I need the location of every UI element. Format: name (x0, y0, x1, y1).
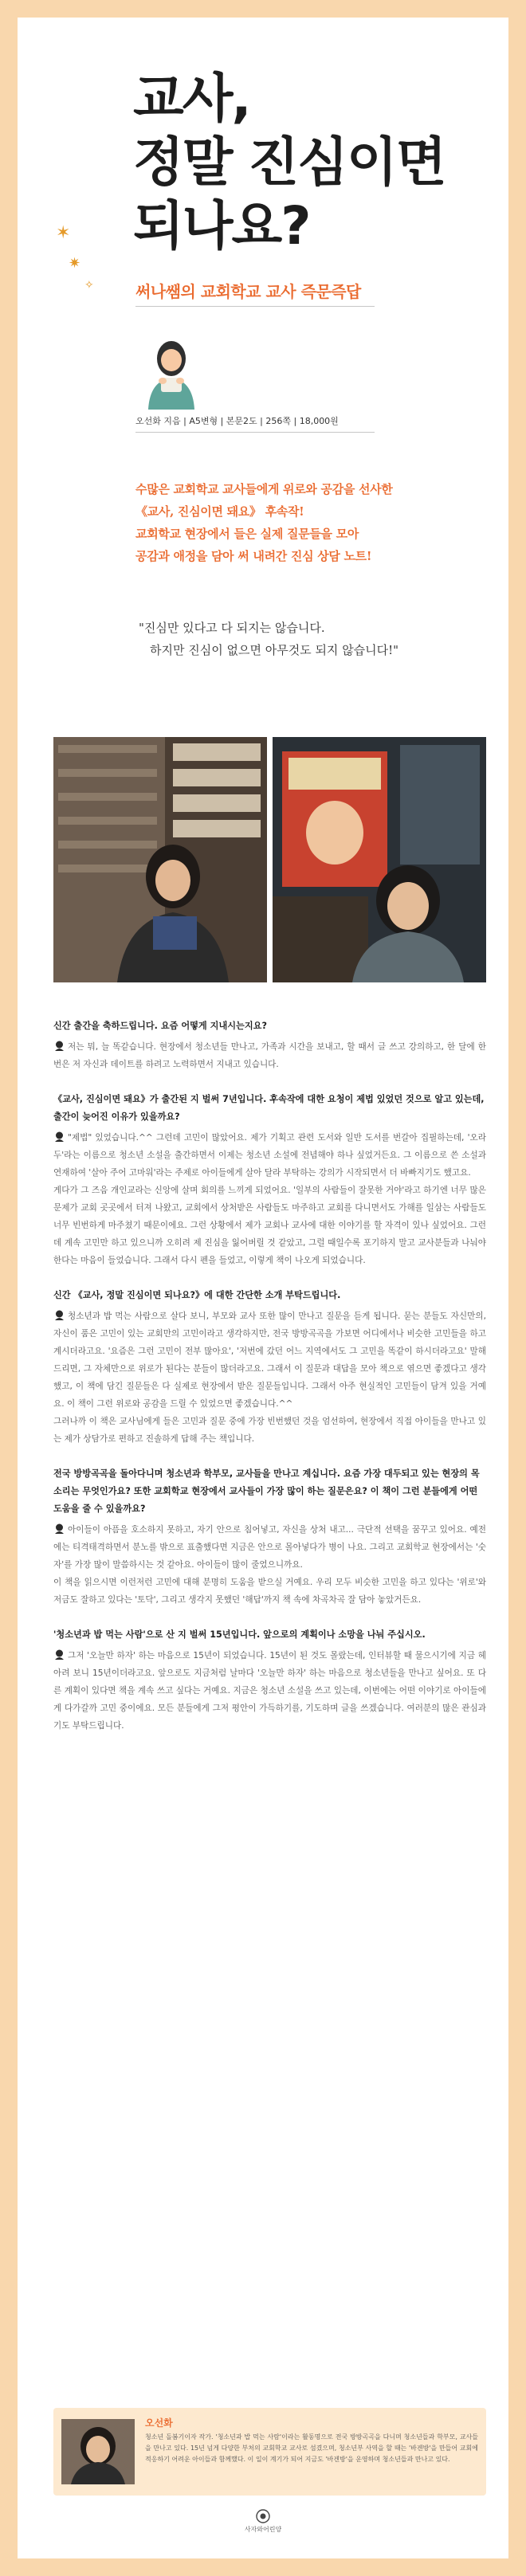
speaker-icon (53, 1310, 65, 1320)
intro-line: 교회학교 현장에서 들은 실제 질문들을 모아 (135, 527, 359, 541)
quote-line: 하지만 진심이 없으면 아무것도 되지 않습니다!" (150, 643, 399, 657)
speaker-icon (53, 1649, 65, 1660)
lion-lamb-icon (255, 2509, 271, 2523)
author-profile (53, 2408, 486, 2496)
book-subtitle: 써나쌤의 교회학교 교사 즉문즉답 (135, 282, 361, 301)
answer (53, 1038, 486, 1073)
qa-item (53, 1626, 486, 1735)
answer-paragraph (53, 1647, 486, 1735)
answer-paragraph (53, 1521, 486, 1574)
book-title: 교사, 정말 진심이면 되나요? (133, 68, 446, 257)
publisher-name: 사자와어린양 (244, 2526, 282, 2533)
question: '청소년과 밥 먹는 사람'으로 산 지 벌써 15년입니다. 앞으로의 계획이나 소망을 나눠 주십시오. (53, 1629, 426, 1640)
divider (135, 306, 375, 307)
qa-item (53, 1287, 486, 1448)
paper (18, 18, 508, 2558)
divider (135, 432, 375, 433)
sparkle-icon: ✷ (69, 255, 81, 272)
author-name: 오선화 (145, 2417, 173, 2429)
answer-text: 그저 '오늘만 하자' 하는 마음으로 15년이 되었습니다. 15년이 된 것도 몰랐는데, 인터뷰할 때 물으시기에 지금 헤아려 보니 15년이더라고요. 앞으로도 지금처럼 날마다 '오늘만 하자' 하는 마음으로 청소년들을 만나고 싶어요. 또 다른 계획이 있다면 책을 계속 쓰고 싶다는 거예요. 지금은 청소년 소설을 쓰고 있는데, 이번에는 어떤 이야기로 아이들에게 다가갈까 고민 중이에요. 모든 분들에게 그저 평안이 가득하기를, 기도하며 글을 쓰겠습니다. 여러분의 많은 관심과 기도 부탁드립니다. (53, 1651, 486, 1731)
book-meta: 오선화 지음 | A5변형 | 본문2도 | 256쪽 | 18,000원 (135, 416, 339, 426)
answer (53, 1647, 486, 1735)
answer-paragraph: 그러나까 이 책은 교사님에게 들은 고민과 질문 중에 가장 빈번했던 것을 엄선하여, 현장에서 직접 아이들을 만나고 있는 제가 상담가로 편하고 진솔하게 답해 주는 책입니다. (53, 1417, 486, 1444)
question: 신간 출간을 축하드립니다. 요즘 어떻게 지내시는지요? (53, 1021, 267, 1031)
answer-text: 아이들이 아픔을 호소하지 못하고, 자기 안으로 침어넣고, 자신을 상처 내고... 극단적 선택을 꿈꾸고 있어요. 예전에는 티격태격하면서 분노를 밖으로 표출했다면 지금은 안으로 몰아넣다가 병이 나요. 그리고 교회학교 현장에서는 '숫자'를 가장 많이 말씀하시는 것 같아요. 아이들이 많이 줄었으니까요. (53, 1525, 486, 1570)
intro-line: 수많은 교회학교 교사들에게 위로와 공감을 선사한 (135, 482, 393, 496)
publisher-logo (233, 2509, 293, 2534)
quote-line: "진심만 있다고 다 되지는 않습니다. (139, 621, 325, 635)
hero-section (18, 18, 508, 464)
answer-paragraph (53, 1308, 486, 1413)
answer (53, 1308, 486, 1448)
answer-paragraph (53, 1038, 486, 1073)
intro-line: 《교사, 진심이면 돼요》 후속작! (135, 504, 304, 519)
sparkle-icon: ✧ (84, 279, 94, 292)
author-portrait (61, 2419, 135, 2484)
interview-section (53, 1017, 486, 1752)
answer-text: 저는 뭐, 늘 똑같습니다. 현장에서 청소년들 만나고, 가족과 시간을 보내고, 할 때서 글 쓰고 강의하고, 한 달에 한 번은 저 자신과 데이트를 하려고 노력하면서 지내고 있습니다. (53, 1042, 486, 1069)
speaker-icon (53, 1523, 65, 1534)
answer (53, 1521, 486, 1609)
answer-paragraph: 게다가 그 즈음 개인교라는 신앙에 살며 회의를 느끼게 되었어요. '일부의 사람들이 잘못한 거야'라고 하기엔 너무 많은 문제가 교회 곳곳에서 터져 나왔고, 교회에서 상처받은 사람들도 마주하고 교회를 다니면서도 가해를 일삼는 사람들도 너무 빈번하게 마주쳤기 때문이에요. 그런 상황에서 제가 교회나 교사에 대한 이야기를 할 자격이 있나 싶었어요. 그런데 계속 고민만 하고 있으니까 오히려 제 진심을 잃어버릴 것 같았고, 그럴 때일수록 포기하지 말고 교사분들과 나눠야 한다는 마음이 들었습니다. 그래서 다시 펜을 들었고, 이렇게 책이 나오게 되었습니다. (53, 1186, 486, 1265)
answer-paragraph (53, 1129, 486, 1182)
qa-item (53, 1091, 486, 1269)
question: 신간 《교사, 정말 진심이면 되나요?》에 대한 간단한 소개 부탁드립니다. (53, 1290, 341, 1300)
speaker-icon (53, 1041, 65, 1051)
question: 전국 방방곡곡을 돌아다니며 청소년과 학부모, 교사들을 만나고 계십니다. 요즘 가장 대두되고 있는 현장의 목소리는 무엇인가요? 또한 교회학교 현장에서 교사들이 가장 많이 하는 질문은요? 이 책이 그런 분들에게 어떤 도움을 줄 수 있을까요? (53, 1468, 480, 1514)
pull-quote (139, 617, 481, 661)
intro-section (135, 478, 486, 567)
answer-text: "제법" 있었습니다.^^ 그런데 고민이 많았어요. 제가 기획고 관련 도서와 일반 도서를 번갈아 집필하는데, '오라두'라는 이름으로 청소년 소설을 출간하면서 이제는 청소년 소설에 전념해야 하나 싶었거든요. 그 이름으로 쓴 소설과 연재하여 '살아 주어 고마워'라는 주제로 아이들에게 살아 달라 부탁하는 강의가 시작되면서 더 바빠지기도 했고요. (53, 1133, 486, 1178)
author-photo-poster (273, 737, 486, 982)
speaker-icon (53, 1131, 65, 1142)
sparkle-icon: ✶ (56, 223, 71, 243)
question: 《교사, 진심이면 돼요》가 출간된 지 벌써 7년입니다. 후속작에 대한 요청이 제법 있었던 것으로 알고 있는데, 출간이 늦어진 이유가 있을까요? (53, 1094, 485, 1122)
author-photo-bookstore (53, 737, 267, 982)
intro-line: 공감과 애정을 담아 써 내려간 진심 상담 노트! (135, 549, 372, 563)
answer (53, 1129, 486, 1269)
answer-paragraph: 이 책을 읽으시면 이런저런 고민에 대해 분명히 도움을 받으실 거예요. 우리 모두 비슷한 고민을 하고 있다는 '위로'와 저금도 잘하고 있다는 '토닥', 그리고 생각지 못했던 '해답'까지 책 속에 차곡차곡 잘 담아 놓았거든요. (53, 1578, 486, 1605)
author-bio: 청소년 돌봄기이자 작가. '청소년과 밥 먹는 사람'이라는 활동명으로 전국 방방곡곡을 다니며 청소년들과 학부모, 교사들을 만나고 있다. 15년 넘게 다양한 부처의 교회학교 교사로 섬겼으며, 청소년부 사역을 할 때는 '바겐방'을 만들어 교회에 적응하기 어려운 아이들과 함께했다. 이 일이 계기가 되어 지금도 '바겐방'을 운영하며 청소년들과 만나고 있다. (145, 2433, 478, 2463)
answer-text: 청소년과 밥 먹는 사람으로 살다 보니, 부모와 교사 또한 많이 만나고 질문을 듣게 됩니다. 묻는 분들도 자신만의, 자신이 품은 고민이 있는 교회만의 고민이라고 생각하지만, 전국 방방곡곡을 가보면 어디에서나 비슷한 고민들을 하고 계시더라고요. '요즘은 그런 고민이 전부 많아요', '저번에 갔던 어느 지역에서도 그 고민을 똑같이 하시더라고요' 말해 드리면, 그 자체만으로 위로가 된다는 분들이 많더라고요. 그래서 이 질문과 대답을 모아 책으로 엮으면 좋겠다고 생각했고, 이 책에 담긴 질문들은 다 실제로 현장에서 받은 질문들입니다. 그래서 아주 현실적인 고민들이 담겨 있을 거예요. 이 책이 그런 위로와 공감을 드릴 수 있었으면 좋겠습니다.^^ (53, 1312, 486, 1409)
qa-item (53, 1017, 486, 1073)
qa-item (53, 1465, 486, 1609)
reading-girl-illustration (135, 333, 207, 410)
photo-row (53, 737, 486, 982)
